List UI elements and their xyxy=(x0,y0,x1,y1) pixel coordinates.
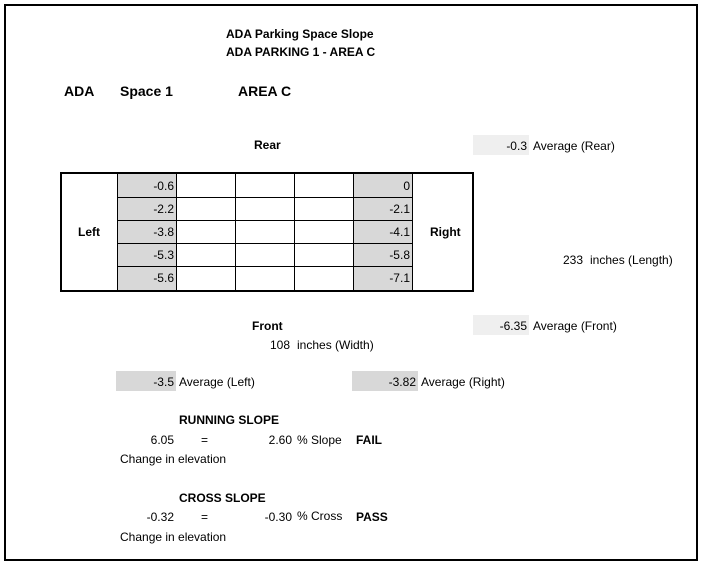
cross-slope-unit: % Cross xyxy=(297,509,343,523)
left-average-label: Average (Left) xyxy=(179,375,255,389)
cross-slope-result: PASS xyxy=(356,510,388,524)
cross-slope-percent: -0.30 xyxy=(264,510,292,524)
rear-average-label: Average (Rear) xyxy=(533,139,615,153)
grid-line xyxy=(176,172,177,292)
cross-slope-caption: Change in elevation xyxy=(120,530,227,544)
running-slope-unit: % Slope xyxy=(297,433,342,447)
left-label: Left xyxy=(78,225,100,239)
grid-left-value: -2.2 xyxy=(153,202,174,216)
front-label: Front xyxy=(252,319,283,333)
space-label: Space 1 xyxy=(120,83,173,99)
right-label: Right xyxy=(430,225,461,239)
length-label: inches (Length) xyxy=(590,253,673,267)
grid-right-value: -2.1 xyxy=(389,202,410,216)
running-slope-change: 6.05 xyxy=(150,433,174,447)
grid-right-value: -4.1 xyxy=(389,225,410,239)
area-label: AREA C xyxy=(238,83,292,99)
width-label: inches (Width) xyxy=(297,338,374,352)
report-subtitle: ADA PARKING 1 - AREA C xyxy=(226,45,376,59)
grid-line xyxy=(294,172,295,292)
grid-left-value: -0.6 xyxy=(153,179,174,193)
ada-label: ADA xyxy=(64,83,95,99)
grid-right-value: 0 xyxy=(403,179,410,193)
length-value: 233 xyxy=(563,253,584,267)
report-title: ADA Parking Space Slope xyxy=(226,27,374,41)
grid-left-value: -5.6 xyxy=(153,271,174,285)
width-value: 108 xyxy=(270,338,291,352)
grid-line xyxy=(235,172,236,292)
grid-right-value: -7.1 xyxy=(389,271,410,285)
running-slope-result: FAIL xyxy=(356,433,382,447)
grid-left-value: -5.3 xyxy=(153,248,174,262)
grid-left-value: -3.8 xyxy=(153,225,174,239)
running-slope-caption: Change in elevation xyxy=(120,452,227,466)
running-slope-heading: RUNNING SLOPE xyxy=(179,413,280,427)
running-slope-percent: 2.60 xyxy=(268,433,292,447)
right-average-label: Average (Right) xyxy=(421,375,505,389)
cross-slope-heading: CROSS SLOPE xyxy=(179,491,266,505)
running-slope-equals: = xyxy=(201,433,209,447)
cross-slope-change: -0.32 xyxy=(146,510,174,524)
cross-slope-equals: = xyxy=(201,510,209,524)
grid-right-value: -5.8 xyxy=(389,248,410,262)
rear-label: Rear xyxy=(254,138,281,152)
rear-average-value: -0.3 xyxy=(506,139,527,153)
grid-line xyxy=(412,172,413,292)
front-average-value: -6.35 xyxy=(499,319,527,333)
left-average-value: -3.5 xyxy=(153,375,174,389)
front-average-label: Average (Front) xyxy=(533,319,617,333)
right-average-value: -3.82 xyxy=(388,375,416,389)
